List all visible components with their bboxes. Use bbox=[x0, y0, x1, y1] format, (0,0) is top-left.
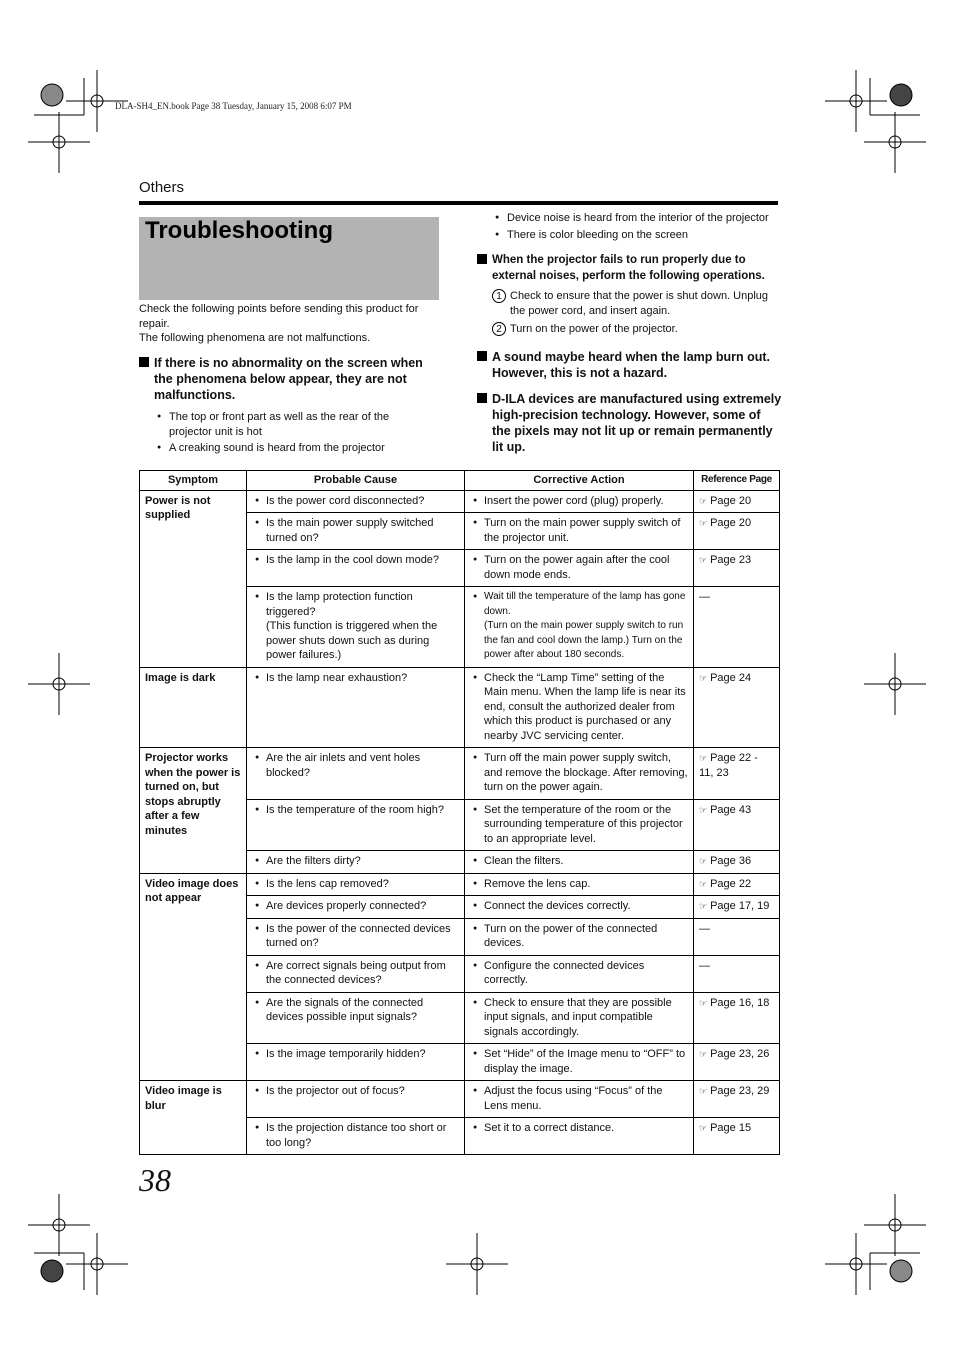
cause-cell: ● Are the air inlets and vent holes blocked? bbox=[247, 748, 465, 800]
reference-cell: ☞ Page 23, 29 bbox=[694, 1081, 780, 1118]
action-cell: ● Turn on the power again after the cool down mode ends. bbox=[465, 550, 694, 587]
step-number-1: 1 bbox=[492, 289, 506, 303]
action-cell: ● Insert the power cord (plug) properly. bbox=[465, 490, 694, 513]
reference-cell: ☞ Page 22 bbox=[694, 873, 780, 896]
left-heading: If there is no abnormality on the screen when the phenomena below appear, they are not malfunctions. bbox=[139, 355, 444, 403]
header-rule bbox=[139, 201, 778, 205]
action-cell: ● Set the temperature of the room or the surrounding temperature of this projector to an appropriate level. bbox=[465, 799, 694, 851]
right-heading-dila: D-ILA devices are manufactured using extremely high-precision technology. However, some of the pixels may not lit up or remain permanently lit up. bbox=[477, 391, 782, 455]
reference-cell: ☞ Page 24 bbox=[694, 667, 780, 748]
reference-cell: ☞ Page 23 bbox=[694, 550, 780, 587]
pointing-hand-icon: ☞ bbox=[699, 901, 708, 911]
symptom-cell: Projector works when the power is turned on, but stops abruptly after a few minutes bbox=[140, 748, 247, 874]
step-item: 1 Check to ensure that the power is shut down. Unplug the power cord, and insert again. bbox=[492, 289, 772, 318]
table-row bbox=[140, 1081, 780, 1118]
step-number-2: 2 bbox=[492, 322, 506, 336]
action-cell: ● Configure the connected devices correctly. bbox=[465, 955, 694, 992]
action-cell: ● Clean the filters. bbox=[465, 851, 694, 874]
left-bullet-list bbox=[157, 410, 427, 456]
reference-cell: ☞ Page 43 bbox=[694, 799, 780, 851]
cause-cell: ● Is the image temporarily hidden? bbox=[247, 1044, 465, 1081]
cause-cell: ● Is the lamp in the cool down mode? bbox=[247, 550, 465, 587]
reference-cell: ☞ Page 22 - 11, 23 bbox=[694, 748, 780, 800]
cause-cell: ● Are the signals of the connected devices possible input signals? bbox=[247, 992, 465, 1044]
table-row bbox=[140, 873, 780, 896]
cause-cell: ● Is the projection distance too short or too long? bbox=[247, 1118, 465, 1155]
list-item: ● A creaking sound is heard from the projector bbox=[157, 441, 427, 456]
pointing-hand-icon: ☞ bbox=[699, 1123, 708, 1133]
pointing-hand-icon: ☞ bbox=[699, 495, 708, 506]
table-header-row bbox=[140, 471, 780, 491]
symptom-cell: Image is dark bbox=[140, 667, 247, 748]
symptom-cell: Video image does not appear bbox=[140, 873, 247, 1081]
page-title: Troubleshooting bbox=[145, 217, 333, 244]
reference-cell: — bbox=[694, 587, 780, 668]
reference-cell: — bbox=[694, 955, 780, 992]
reference-cell: ☞ Page 20 bbox=[694, 513, 780, 550]
cause-cell: ● Is the temperature of the room high? bbox=[247, 799, 465, 851]
action-cell: ● Connect the devices correctly. bbox=[465, 896, 694, 919]
reference-cell: ☞ Page 16, 18 bbox=[694, 992, 780, 1044]
cause-cell: ● Is the power of the connected devices turned on? bbox=[247, 918, 465, 955]
cause-cell: ● Are devices properly connected? bbox=[247, 896, 465, 919]
heading-square-icon bbox=[477, 254, 487, 264]
list-item: ● Device noise is heard from the interior of the projector bbox=[495, 211, 785, 226]
page-number: 38 bbox=[139, 1162, 171, 1198]
cause-cell: ● Is the lens cap removed? bbox=[247, 873, 465, 896]
right-bullet-list bbox=[495, 211, 785, 242]
action-cell: ● Adjust the focus using “Focus” of the Lens menu. bbox=[465, 1081, 694, 1118]
step-item: 2 Turn on the power of the projector. bbox=[492, 322, 772, 337]
reference-cell: — bbox=[694, 918, 780, 955]
header-cause: Probable Cause bbox=[247, 471, 465, 491]
reference-cell: ☞ Page 23, 26 bbox=[694, 1044, 780, 1081]
cause-cell: ● Is the lamp near exhaustion? bbox=[247, 667, 465, 748]
pointing-hand-icon: ☞ bbox=[699, 997, 708, 1008]
intro-text bbox=[139, 302, 444, 346]
action-cell: ● Remove the lens cap. bbox=[465, 873, 694, 896]
pointing-hand-icon: ☞ bbox=[699, 856, 708, 866]
step-list bbox=[492, 289, 772, 337]
table-row bbox=[140, 667, 780, 748]
heading-square-icon bbox=[477, 393, 487, 403]
action-cell: ● Turn on the power of the connected devices. bbox=[465, 918, 694, 955]
troubleshooting-table bbox=[139, 470, 780, 1155]
right-heading-noise: When the projector fails to run properly due to external noises, perform the following operations. bbox=[477, 252, 782, 284]
reference-cell: ☞ Page 15 bbox=[694, 1118, 780, 1155]
cause-cell: ● Is the projector out of focus? bbox=[247, 1081, 465, 1118]
symptom-cell: Video image is blur bbox=[140, 1081, 247, 1155]
action-cell: ● Turn on the main power supply switch of the projector unit. bbox=[465, 513, 694, 550]
pointing-hand-icon: ☞ bbox=[699, 518, 708, 528]
list-item: ● There is color bleeding on the screen bbox=[495, 228, 785, 243]
cause-cell: ● Are correct signals being output from the connected devices? bbox=[247, 955, 465, 992]
reference-cell: ☞ Page 17, 19 bbox=[694, 896, 780, 919]
table-row bbox=[140, 748, 780, 800]
pointing-hand-icon: ☞ bbox=[699, 804, 708, 815]
pointing-hand-icon: ☞ bbox=[699, 753, 708, 763]
action-cell: ● Check the “Lamp Time” setting of the Main menu. When the lamp life is near its end, consult the authorized dealer from which this product is purchased or any nearby JVC servicing center. bbox=[465, 667, 694, 748]
action-cell: ● Turn off the main power supply switch, and remove the blockage. After removing, turn on the power again. bbox=[465, 748, 694, 800]
pointing-hand-icon: ☞ bbox=[699, 878, 708, 889]
reference-cell: ☞ Page 36 bbox=[694, 851, 780, 874]
file-slug: DLA-SH4_EN.book Page 38 Tuesday, January 15, 2008 6:07 PM bbox=[115, 101, 352, 111]
heading-square-icon bbox=[477, 351, 487, 361]
pointing-hand-icon: ☞ bbox=[699, 672, 708, 683]
list-item: ● The top or front part as well as the rear of the projector unit is hot bbox=[157, 410, 427, 439]
header-symptom: Symptom bbox=[140, 471, 247, 491]
action-cell: ● Set it to a correct distance. bbox=[465, 1118, 694, 1155]
cause-cell: ● Are the filters dirty? bbox=[247, 851, 465, 874]
symptom-cell: Power is not supplied bbox=[140, 490, 247, 667]
action-cell: ● Set “Hide” of the Image menu to “OFF” to display the image. bbox=[465, 1044, 694, 1081]
pointing-hand-icon: ☞ bbox=[699, 1086, 708, 1096]
right-heading-lamp: A sound maybe heard when the lamp burn out. However, this is not a hazard. bbox=[477, 349, 782, 381]
heading-square-icon bbox=[139, 357, 149, 367]
intro-line: The following phenomena are not malfunctions. bbox=[139, 332, 371, 344]
cause-cell: ● Is the lamp protection function triggered? (This function is triggered when the power shuts down such as during power failures.) bbox=[247, 587, 465, 668]
action-cell: ● Check to ensure that they are possible input signals, and input compatible signals accordingly. bbox=[465, 992, 694, 1044]
action-cell: ● Wait till the temperature of the lamp has gone down. (Turn on the main power supply switch to run the fan and cool down the lamp.) Turn on the power after about 180 seconds. bbox=[465, 587, 694, 668]
intro-line: Check the following points before sending this product for repair. bbox=[139, 303, 419, 330]
header-reference: Reference Page bbox=[694, 471, 780, 491]
header-action: Corrective Action bbox=[465, 471, 694, 491]
section-label: Others bbox=[139, 179, 185, 196]
table-row bbox=[140, 490, 780, 513]
cause-cell: ● Is the main power supply switched turned on? bbox=[247, 513, 465, 550]
cause-cell: ● Is the power cord disconnected? bbox=[247, 490, 465, 513]
reference-cell: ☞ Page 20 bbox=[694, 490, 780, 513]
pointing-hand-icon: ☞ bbox=[699, 555, 708, 565]
pointing-hand-icon: ☞ bbox=[699, 1049, 708, 1059]
title-box bbox=[139, 217, 439, 300]
